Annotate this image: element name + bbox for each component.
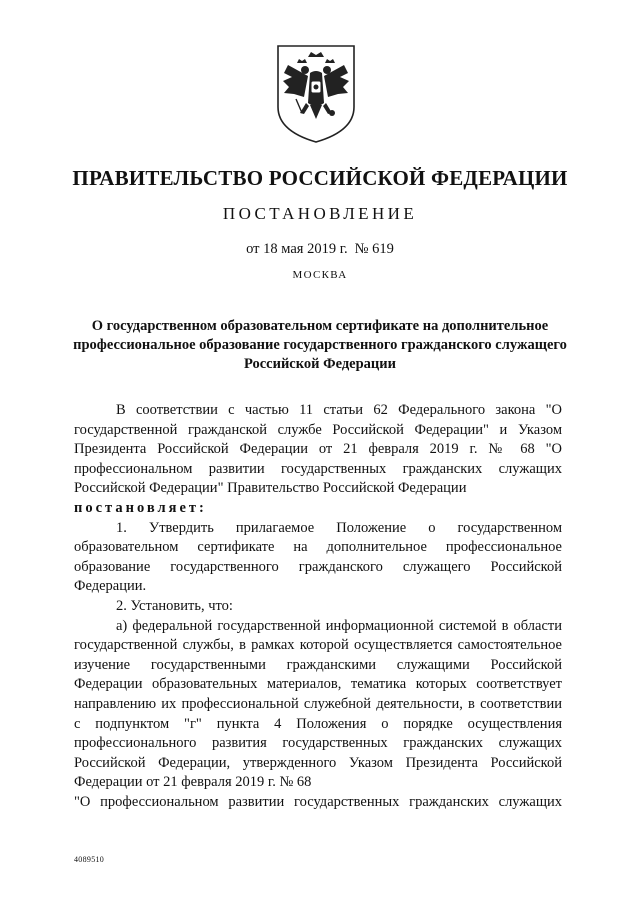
item-1-paragraph: 1. Утвердить прилагаемое Положение о государственном образовательном сертификате на дополнительное профессиональное образование государственного гражданского служащего Российской Федерации. (74, 519, 562, 595)
document-code: 4089510 (74, 855, 105, 864)
document-subject: О государственном образовательном сертификате на дополнительное профессиональное образование государственного гражданского служащего Российской Федерации (73, 318, 567, 372)
intro-paragraph: В соответствии с частью 11 статьи 62 Федерального закона "О государственной гражданской службе Российской Федерации" и Указом Президента Российской Федерации от 21 февраля 2019 г. № 68 "О профессиональном развитии государственных гражданских служащих Российской Федерации" Правительство Российской Федерации (74, 402, 562, 497)
government-title: ПРАВИТЕЛЬСТВО РОССИЙСКОЙ ФЕДЕРАЦИИ (72, 166, 568, 190)
document-date-line (0, 239, 640, 259)
document-kind: ПОСТАНОВЛЕНИЕ (222, 204, 418, 223)
document-body (74, 401, 562, 812)
document-date: от 18 мая 2019 г. (246, 241, 348, 257)
item-2-paragraph: 2. Установить, что: (116, 597, 233, 614)
item-2a-continuation: "О профессиональном развитии государственных гражданских служащих (74, 793, 562, 810)
document-number: № 619 (354, 241, 394, 257)
decree-word-line (74, 499, 562, 519)
document-city: МОСКВА (292, 269, 348, 281)
decree-word: постановляет: (74, 499, 207, 516)
russian-coat-of-arms-icon (274, 43, 358, 145)
item-2a-paragraph: а) федеральной государственной информационной системой в области государственной службы, в рамках которой осуществляется самостоятельное изучение государственными гражданскими служащими Российской Федерации образовательных материалов, тематика которых соответствует направлению их профессиональной служебной деятельности, в соответствии с подпунктом "г" пункта 4 Положения о порядке осуществления профессионального развития государственных гражданских служащих Российской Федерации, утвержденного Указом Президента Российской Федерации от 21 февраля 2019 г. № 68 (74, 617, 562, 791)
